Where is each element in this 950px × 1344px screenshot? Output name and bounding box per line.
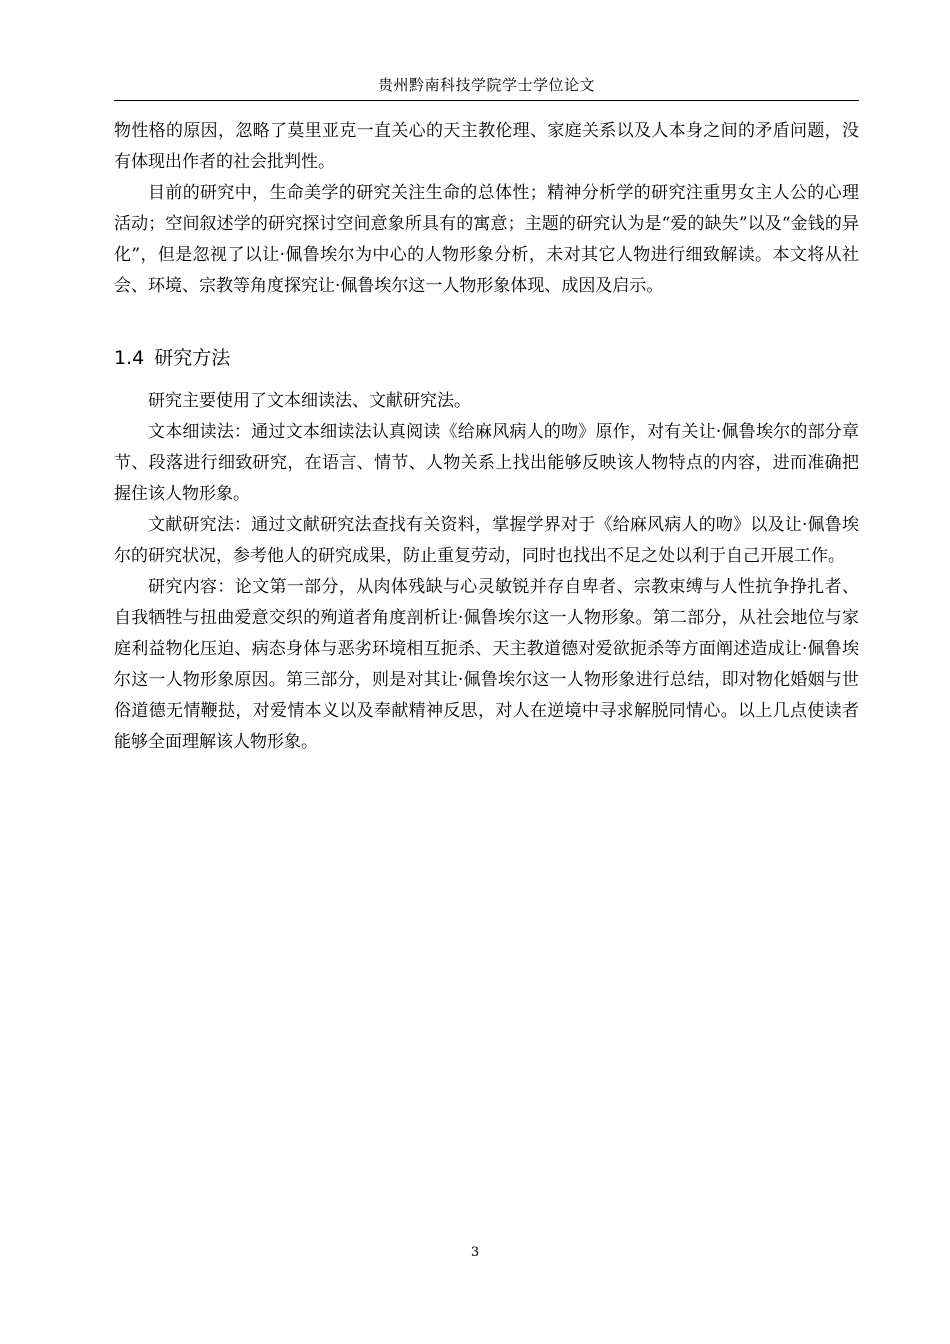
paragraph-methods-intro: 研究主要使用了文本细读法、文献研究法。: [148, 391, 471, 411]
paragraph-research-overview: 目前的研究中，生命美学的研究关注生命的总体性；精神分析学的研究注重男女主人公的心理活动；空间叙述学的研究探讨空间意象所具有的寓意；主题的研究认为是“爱的缺失”以及“金钱的异化”，但是忽视了以让·佩鲁埃尔为中心的人物形象分析，未对其它人物进行细致解读。本文将从社会、环境、宗教等角度探究让·佩鲁埃尔这一人物形象体现、成因及启示。: [114, 183, 859, 296]
paragraph-continuation: 物性格的原因，忽略了莫里亚克一直关心的天主教伦理、家庭关系以及人本身之间的矛盾问题，没有体现出作者的社会批判性。: [114, 121, 859, 172]
running-header: 贵州黔南科技学院学士学位论文: [377, 76, 595, 94]
section-heading: [114, 344, 859, 372]
header-divider: [114, 100, 859, 101]
page-number: 3: [470, 1245, 480, 1260]
section-title: 研究方法: [154, 347, 231, 369]
paragraph-close-reading: 文本细读法：通过文本细读法认真阅读《给麻风病人的吻》原作，对有关让·佩鲁埃尔的部分章节、段落进行细致研究，在语言、情节、人物关系上找出能够反映该人物特点的内容，进而准确把握住该人物形象。: [114, 422, 859, 504]
paragraph-literature-research: 文献研究法：通过文献研究法查找有关资料，掌握学界对于《给麻风病人的吻》以及让·佩鲁埃尔的研究状况，参考他人的研究成果，防止重复劳动，同时也找出不足之处以利于自己开展工作。: [114, 515, 859, 566]
body-text: [114, 116, 859, 758]
paragraph-research-content: 研究内容：论文第一部分，从肉体残缺与心灵敏锐并存自卑者、宗教束缚与人性抗争挣扎者、自我牺牲与扭曲爱意交织的殉道者角度剖析让·佩鲁埃尔这一人物形象。第二部分，从社会地位与家庭利益物化压迫、病态身体与恶劣环境相互扼杀、天主教道德对爱欲扼杀等方面阐述造成让·佩鲁埃尔这一人物形象原因。第三部分，则是对其让·佩鲁埃尔这一人物形象进行总结，即对物化婚姻与世俗道德无情鞭挞，对爱情本义以及奉献精神反思，对人在逆境中寻求解脱同情心。以上几点使读者能够全面理解该人物形象。: [114, 577, 859, 752]
section-number: 1.4: [114, 347, 145, 369]
